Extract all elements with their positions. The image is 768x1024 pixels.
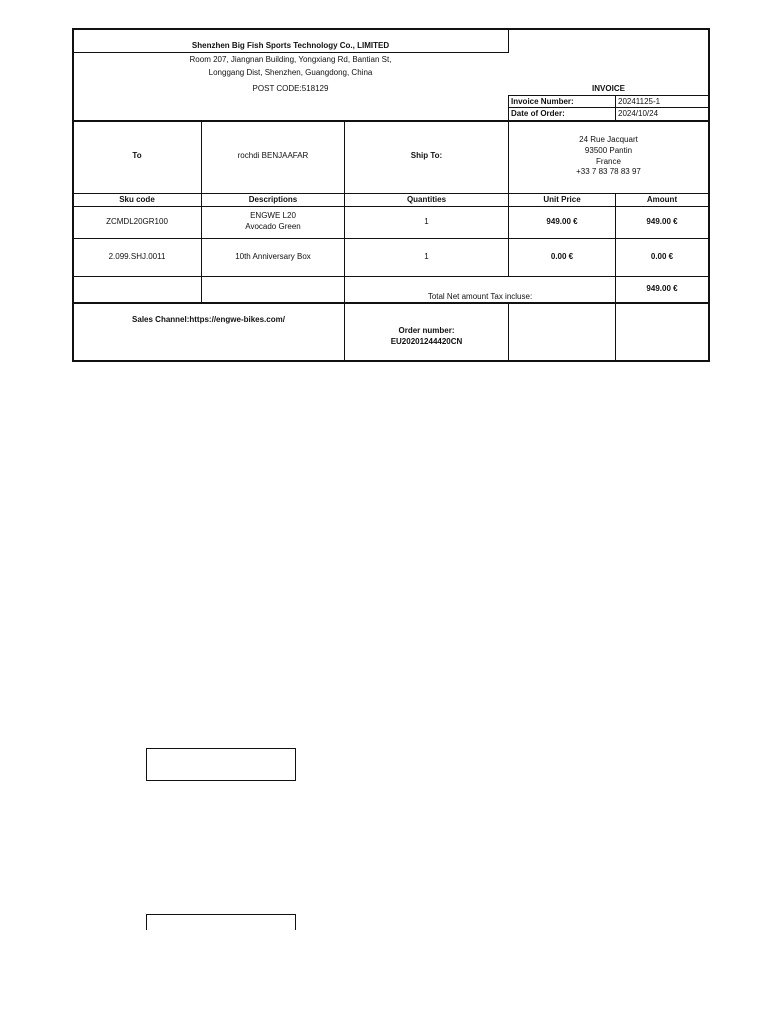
row-description: Avocado Green	[245, 222, 301, 231]
invoice-grid-line	[615, 95, 616, 121]
invoice-grid-line	[509, 107, 709, 108]
table-header-top	[73, 193, 709, 194]
company-address-line2: Longgang Dist, Shenzhen, Guangdong, China	[208, 68, 373, 77]
company-post-code: POST CODE:518129	[252, 84, 329, 93]
grid-line	[201, 193, 202, 303]
order-date-label: Date of Order:	[511, 109, 565, 118]
order-number-label: Order number:	[398, 326, 455, 335]
page-cut	[140, 930, 310, 1024]
row-quantity: 1	[424, 252, 429, 261]
company-name: Shenzhen Big Fish Sports Technology Co., LIMITED	[191, 41, 390, 50]
total-value: 949.00 €	[646, 284, 678, 293]
row-sku: ZCMDL20GR100	[106, 217, 168, 226]
invoice-grid-line	[509, 95, 709, 96]
customer-name: rochdi BENJAAFAR	[237, 151, 309, 160]
col-header-descriptions: Descriptions	[248, 195, 298, 204]
ship-address-phone: +33 7 83 78 83 97	[576, 167, 641, 176]
col-header-sku: Sku code	[119, 195, 155, 204]
total-label: Total Net amount Tax incluse:	[427, 292, 533, 301]
ship-address-line: 93500 Pantin	[584, 146, 633, 155]
row-unit-price: 949.00 €	[546, 217, 578, 226]
row-description: ENGWE L20	[250, 211, 296, 220]
invoice-grid-line	[508, 95, 509, 121]
frame-top	[72, 28, 710, 30]
ship-address-line: France	[596, 157, 621, 166]
order-number-value: EU20201244420CN	[390, 337, 463, 346]
to-label: To	[132, 151, 142, 160]
grid-line	[508, 303, 509, 360]
row-unit-price: 0.00 €	[550, 252, 574, 261]
grid-line	[508, 193, 509, 276]
ship-to-label: Ship To:	[410, 151, 443, 160]
row-quantity: 1	[424, 217, 429, 226]
frame-bottom	[72, 360, 710, 362]
col-header-quantities: Quantities	[406, 195, 447, 204]
company-name-right	[508, 29, 509, 53]
table-row-line	[73, 238, 709, 239]
invoice-number-value: 20241125-1	[618, 97, 661, 106]
table-header-bottom	[73, 206, 709, 207]
row-sku: 2.099.SHJ.0011	[108, 252, 166, 261]
company-name-underline	[73, 52, 509, 53]
company-address-line1: Room 207, Jiangnan Building, Yongxiang Rd, Bantian St,	[189, 55, 392, 64]
invoice-title: INVOICE	[592, 84, 625, 93]
table-row-line	[73, 276, 709, 277]
header-separator	[73, 120, 709, 122]
invoice-number-label: Invoice Number:	[511, 97, 574, 106]
row-description: 10th Anniversary Box	[235, 252, 311, 261]
order-date-value: 2024/10/24	[618, 109, 659, 118]
col-header-amount: Amount	[646, 195, 678, 204]
row-amount: 949.00 €	[646, 217, 678, 226]
row-amount: 0.00 €	[650, 252, 674, 261]
sales-channel: Sales Channel:https://engwe-bikes.com/	[132, 315, 285, 324]
empty-box	[146, 748, 296, 781]
ship-address-line: 24 Rue Jacquart	[579, 135, 638, 144]
col-header-unit-price: Unit Price	[543, 195, 581, 204]
frame-right	[708, 28, 710, 362]
totals-bottom-line	[73, 302, 709, 304]
